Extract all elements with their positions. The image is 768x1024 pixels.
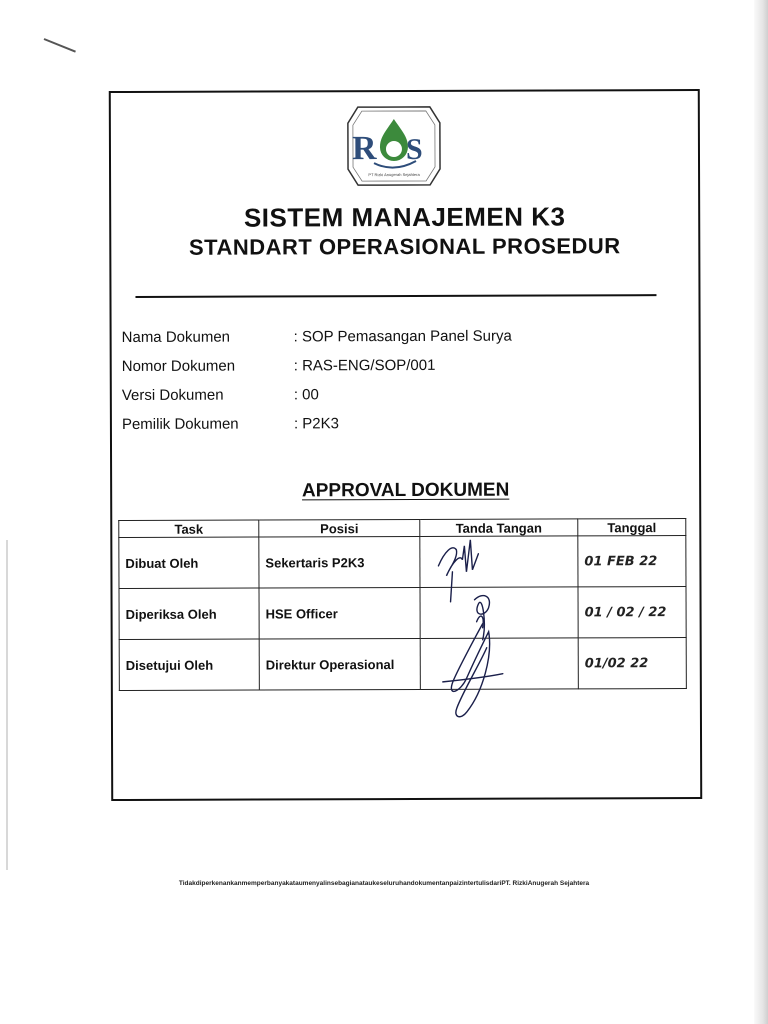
divider (135, 294, 656, 298)
task-cell: Diperiksa Oleh (119, 588, 259, 639)
logo-tagline: PT Rizki Anugerah Sejahtera (368, 171, 420, 178)
footer-text: Tidakdiperkenankanmemperbanyakataumenyalinsebagianataukeseluruhandokumentanpaizintertulisdari (178, 880, 502, 887)
date-cell: 01/02 22 (578, 638, 686, 689)
info-row (122, 408, 682, 439)
column-header-task: Task (119, 520, 259, 537)
date-cell: 01 FEB 22 (578, 536, 686, 587)
info-label: Versi Dokumen (121, 386, 224, 404)
info-label: Nama Dokumen (121, 328, 231, 346)
posisi-cell: Sekertaris P2K3 (259, 536, 420, 588)
info-row (122, 350, 682, 381)
info-value: : 00 (293, 386, 319, 404)
approval-title: APPROVAL DOKUMEN (301, 479, 510, 502)
column-header-posisi: Posisi (259, 519, 420, 537)
info-label: Pemilik Dokumen (121, 415, 239, 433)
footer-notice (0, 880, 768, 887)
info-value: : SOP Pemasangan Panel Surya (293, 327, 512, 346)
svg-text:R: R (351, 130, 377, 168)
info-value: : RAS-ENG/SOP/001 (293, 356, 436, 375)
footer-company: PT. RizkiAnugerah Sejahtera (501, 880, 590, 887)
scan-shadow (6, 540, 8, 870)
info-value: : P2K3 (293, 415, 339, 433)
page-title: SISTEM MANAJEMEN K3 (243, 201, 566, 233)
column-header-tanggal: Tanggal (578, 519, 686, 536)
task-cell: Dibuat Oleh (119, 537, 259, 588)
document-frame (109, 89, 702, 801)
table-row (119, 587, 686, 640)
table-header-row (119, 519, 686, 538)
scan-mark (44, 38, 76, 53)
approval-table (118, 518, 687, 691)
page-edge-shadow (754, 0, 768, 1024)
signature-cell (420, 587, 578, 639)
company-logo (344, 103, 444, 189)
info-label: Nomor Dokumen (121, 357, 236, 375)
table-row (119, 536, 686, 589)
info-row (122, 379, 682, 410)
table-row (119, 638, 686, 691)
info-row (122, 321, 682, 352)
signature-cell (420, 536, 578, 588)
svg-text:S: S (405, 132, 423, 166)
document-info (122, 321, 682, 439)
posisi-cell: Direktur Operasional (259, 638, 420, 690)
signature-cell (420, 638, 578, 690)
posisi-cell: HSE Officer (259, 587, 420, 639)
date-cell: 01 / 02 / 22 (578, 587, 686, 638)
column-header-tanda-tangan: Tanda Tangan (420, 519, 578, 537)
task-cell: Disetujui Oleh (119, 639, 259, 690)
page-subtitle: STANDART OPERASIONAL PROSEDUR (188, 233, 621, 260)
